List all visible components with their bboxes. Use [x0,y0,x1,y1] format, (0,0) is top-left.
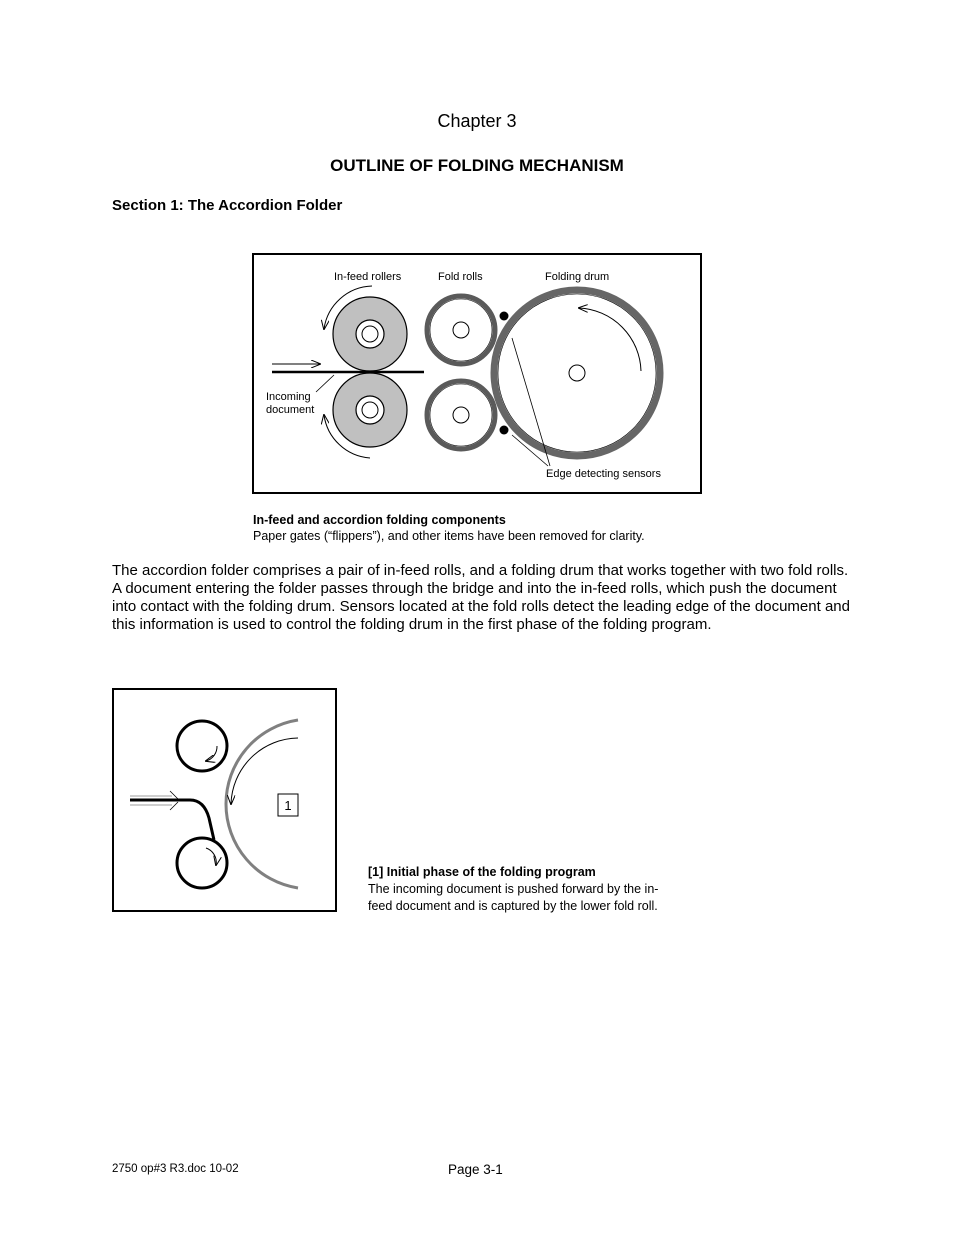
edge-sensor-bottom [500,426,509,435]
page-title: OUTLINE OF FOLDING MECHANISM [330,156,624,175]
infeed-rollers-label: In-feed rollers [334,271,402,283]
incoming-document-label-2: document [266,404,315,416]
folder-components-diagram [252,253,702,494]
incoming-document-label-1: Incoming [266,391,311,403]
figure-frame [253,254,701,493]
step-number-label: 1 [284,798,292,813]
figure2-caption [368,864,708,915]
figure2-caption-line-1: The incoming document is pushed forward by the in- [368,882,659,896]
figure1-caption-title: In-feed and accordion folding components [253,513,506,527]
figure2-caption-line-2: feed document and is captured by the lower fold roll. [368,899,658,913]
figure1-caption-text: Paper gates (“flippers”), and other items have been removed for clarity. [253,529,645,543]
figure2-caption-title: [1] Initial phase of the folding program [368,865,596,879]
footer-document-reference: 2750 op#3 R3.doc 10-02 [112,1163,239,1175]
footer-page-number: Page 3-1 [448,1162,503,1177]
edge-sensor-top [500,312,509,321]
edge-sensors-label: Edge detecting sensors [546,468,661,480]
section-heading: Section 1: The Accordion Folder [112,197,343,214]
folding-drum-label: Folding drum [545,271,610,283]
initial-phase-diagram [112,688,337,912]
body-paragraph: The accordion folder comprises a pair of in-feed rolls, and a folding drum that works together with two fold rolls. A document entering the folder passes through the bridge and into the in-feed rolls, which push the document into contact with the folding drum. Sensors located at the fold rolls detect the leading edge of the document and this information is used to control the folding drum in the first phase of the folding program. [112,562,850,633]
fold-rolls-label: Fold rolls [438,271,483,283]
chapter-heading: Chapter 3 [437,111,517,131]
figure1-caption [253,512,645,544]
infeed-roller-bottom [333,373,407,447]
infeed-roller-top [333,297,407,371]
